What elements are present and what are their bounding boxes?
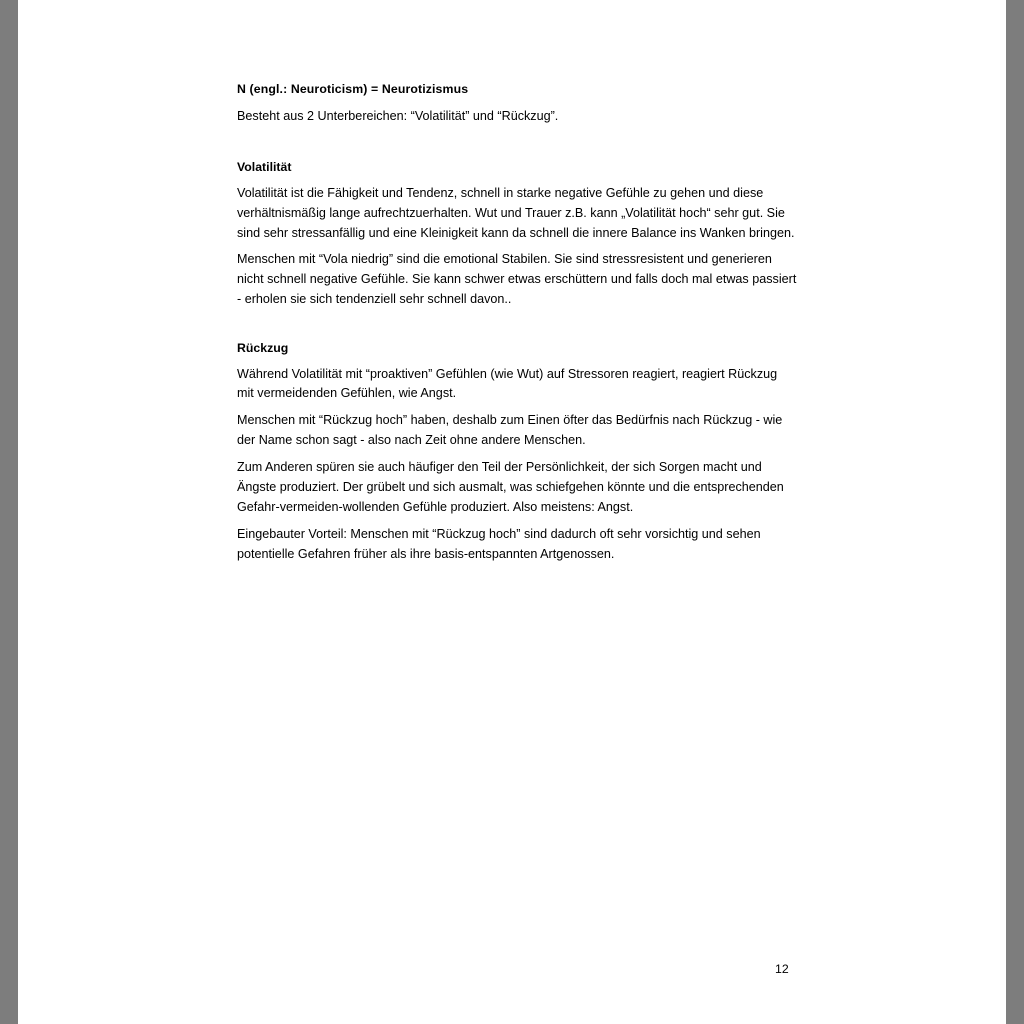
section-spacer bbox=[237, 134, 797, 158]
page-title: N (engl.: Neuroticism) = Neurotizismus bbox=[237, 82, 469, 96]
section-spacer bbox=[237, 317, 797, 339]
page-number: 12 bbox=[775, 962, 789, 976]
paragraph: Zum Anderen spüren sie auch häufiger den Teil der Persönlichkeit, der sich Sorgen macht und Ängste produziert. Der grübelt und sich ausmalt, was schiefgehen könnte und die entsprechenden Gefahr-vermeiden-wollenden Gefühle produziert. Also meistens: Angst. bbox=[237, 460, 784, 514]
section-heading-volatilitaet: Volatilität bbox=[237, 160, 292, 175]
paragraph: Volatilität ist die Fähigkeit und Tendenz, schnell in starke negative Gefühle zu gehen und diese verhältnismäßig lange aufrechtzuerhalten. Wut und Trauer z.B. kann „Volatilität hoch“ sehr gut. Sie sind sehr stressanfällig und eine Kleinigkeit kann da schnell die innere Balance ins Wanken bringen. bbox=[237, 185, 795, 240]
paragraph: Während Volatilität mit “proaktiven” Gefühlen (wie Wut) auf Stressoren reagiert, reagiert Rückzug mit vermeidenden Gefühlen, wie Angst. bbox=[237, 366, 778, 401]
paragraph: Eingebauter Vorteil: Menschen mit “Rückzug hoch” sind dadurch oft sehr vorsichtig und sehen potentielle Gefahren früher als ihre basis-entspannten Artgenossen. bbox=[237, 526, 761, 561]
document-page bbox=[18, 0, 1006, 1024]
paragraph: Menschen mit “Vola niedrig” sind die emotional Stabilen. Sie sind stressresistent und generieren nicht schnell negative Gefühle. Sie kann schwer etwas erschüttern und falls doch mal etwas passiert - erholen sie sich tendenziell sehr schnell davon.. bbox=[237, 252, 797, 307]
section-heading-rueckzug: Rückzug bbox=[237, 341, 289, 356]
paragraph: Menschen mit “Rückzug hoch” haben, deshalb zum Einen öfter das Bedürfnis nach Rückzug - wie der Name schon sagt - also nach Zeit ohne andere Menschen. bbox=[237, 413, 783, 448]
document-body bbox=[237, 80, 797, 572]
intro-paragraph: Besteht aus 2 Unterbereichen: “Volatilität” und “Rückzug”. bbox=[237, 109, 559, 124]
